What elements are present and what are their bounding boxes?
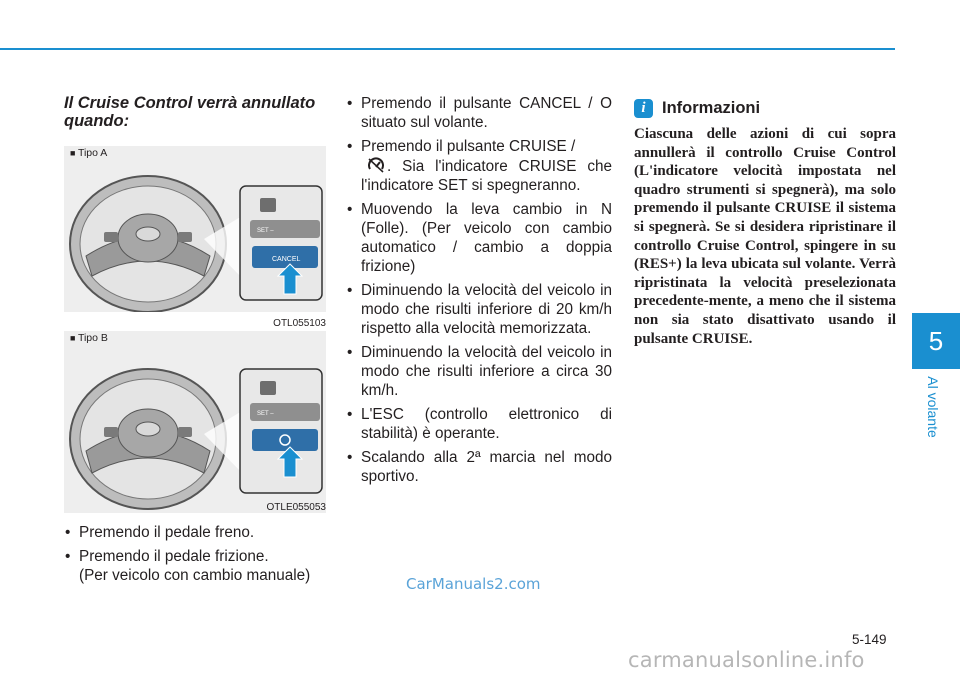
svg-text:CANCEL: CANCEL — [272, 256, 301, 263]
figure-b-code: OTLE055053 — [266, 502, 326, 513]
cruise-speedometer-icon — [367, 156, 385, 174]
list-item: • Diminuendo la velocità del veicolo in modo che risulti inferiore di 20 km/h rispetto alla velocità memorizzata. — [346, 281, 612, 338]
chapter-number-tab: 5 — [912, 313, 960, 369]
svg-text:SET –: SET – — [257, 411, 274, 417]
figure-a-tag: ■ Tipo A — [70, 147, 107, 159]
figure-type-a — [64, 146, 326, 312]
list-item: • Premendo il pulsante CANCEL / O situato sul volante. — [346, 94, 612, 132]
chapter-title: Al volante — [925, 376, 941, 438]
top-rule — [0, 48, 895, 50]
figure-a-code: OTL055103 — [273, 318, 326, 329]
section-heading: Il Cruise Control verrà annullato quando: — [64, 94, 316, 130]
figure-b-tag: ■ Tipo B — [70, 332, 108, 344]
figure-type-b — [64, 331, 326, 513]
list-item: • L'ESC (controllo elettronico di stabilità) è operante. — [346, 405, 612, 443]
list-item: • Muovendo la leva cambio in N (Folle). (Per veicolo con cambio automatico / cambio a doppia frizione) — [346, 200, 612, 276]
steering-wheel-b-illustration — [64, 331, 326, 513]
left-bullet-list — [64, 523, 334, 590]
svg-text:SET –: SET – — [257, 228, 274, 234]
middle-bullet-list — [346, 94, 612, 491]
list-item: • Premendo il pedale frizione. (Per veicolo con cambio manuale) — [64, 547, 334, 585]
info-title: Informazioni — [662, 99, 761, 117]
info-icon: i — [634, 99, 653, 118]
list-item: • Premendo il pedale freno. — [64, 523, 334, 542]
list-item: • Diminuendo la velocità del veicolo in modo che risulti inferiore a circa 30 km/h. — [346, 343, 612, 400]
watermark-top: CarManuals2.com — [406, 575, 541, 593]
page-number: 5-149 — [852, 632, 887, 647]
list-item: • Premendo il pulsante CRUISE / . Sia l'indicatore CRUISE che l'indicatore SET si spegneranno. — [346, 137, 612, 195]
steering-wheel-a-illustration — [64, 146, 326, 312]
watermark-bottom: carmanualsonline.info — [628, 648, 865, 672]
list-item: • Scalando alla 2ª marcia nel modo sportivo. — [346, 448, 612, 486]
info-header — [634, 99, 760, 118]
info-body: Ciascuna delle azioni di cui sopra annullerà il controllo Cruise Control (L'indicatore velocità impostata nel quadro strumenti si spegnerà), ma solo premendo il pulsante CRUISE il sistema si spegnerà. Se si desidera ripristinare il controllo Cruise Control, spingere in su (RES+) la leva ubicata sul volante. Verrà ripristinata la velocità preselezionata precedente-mente, a meno che il sistema non sia stato disattivato usando il pulsante CRUISE. — [634, 126, 896, 347]
